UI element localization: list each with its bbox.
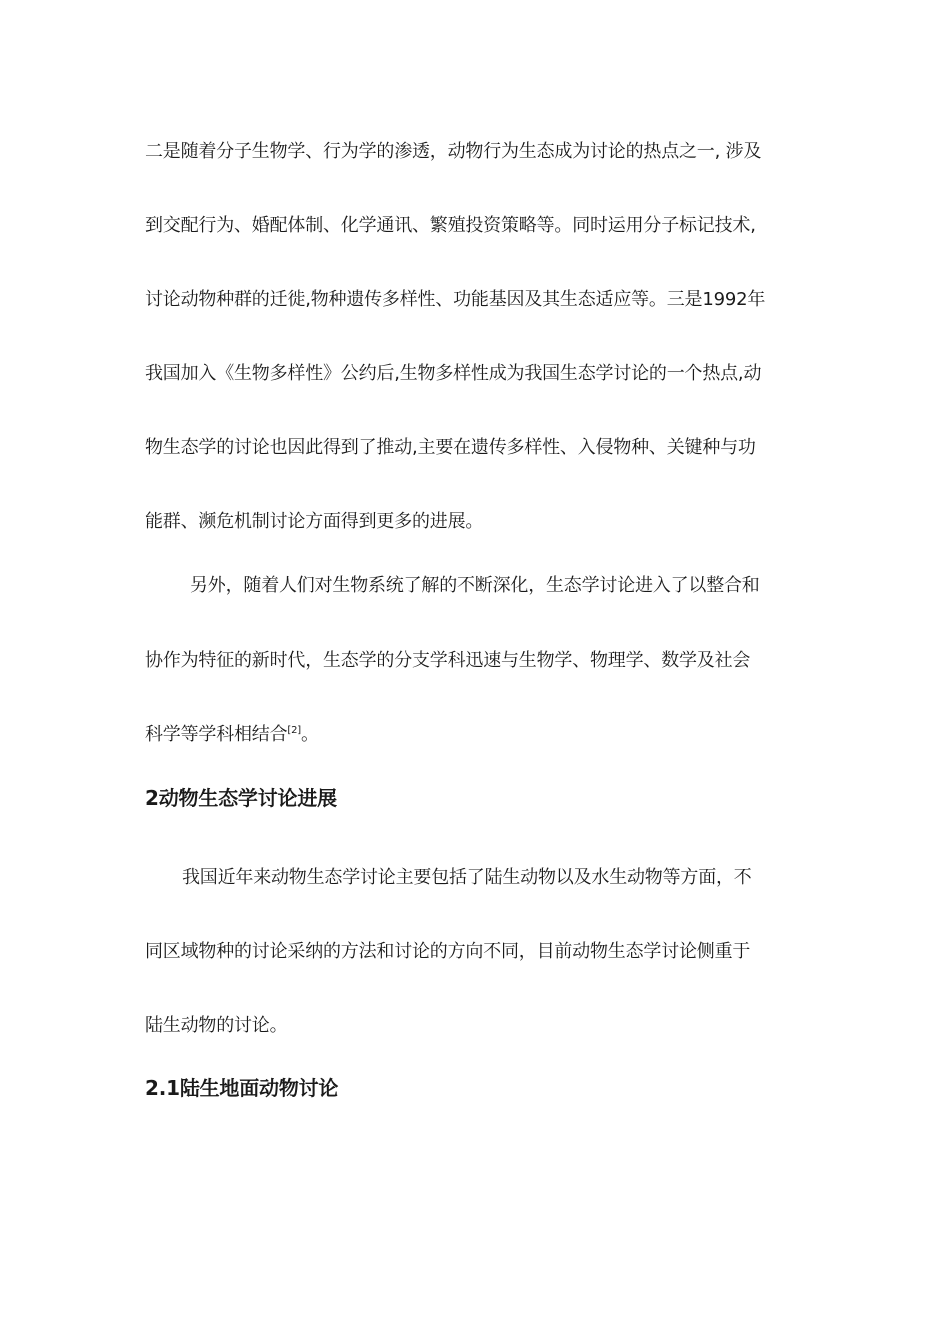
- paragraph3-line-1: 我国近年来动物生态学讨论主要包括了陆生动物以及水生动物等方面，不: [182, 867, 752, 888]
- paragraph1-line-1: 二是随着分子生物学、行为学的渗透，动物行为生态成为讨论的热点之一, 涉及: [145, 141, 762, 162]
- citation-marker: [2]: [287, 725, 301, 736]
- paragraph3-line-2: 同区域物种的讨论采纳的方法和讨论的方向不同，目前动物生态学讨论侧重于: [145, 941, 751, 962]
- paragraph1-line-2: 到交配行为、婚配体制、化学通讯、繁殖投资策略等。同时运用分子标记技术,: [145, 215, 756, 236]
- paragraph3-line-3: 陆生动物的讨论。: [145, 1015, 288, 1036]
- paragraph2-last-line-end: 。: [300, 724, 319, 745]
- section-heading-2: 2动物生态学讨论进展: [145, 786, 337, 810]
- paragraph1-line-6: 能群、濒危机制讨论方面得到更多的进展。: [145, 511, 484, 532]
- paragraph2-line-3: [145, 723, 815, 747]
- section-heading-2-1: 2.1陆生地面动物讨论: [145, 1076, 339, 1100]
- paragraph1-line-4: 我国加入《生物多样性》公约后,生物多样性成为我国生态学讨论的一个热点,动: [145, 363, 762, 384]
- paragraph2-line-1: 另外，随着人们对生物系统了解的不断深化，生态学讨论进入了以整合和: [190, 575, 760, 596]
- paragraph1-line-5: 物生态学的讨论也因此得到了推动,主要在遗传多样性、入侵物种、关键种与功: [145, 437, 756, 458]
- paragraph2-last-line-text: 科学等学科相结合: [145, 724, 288, 745]
- paragraph2-line-2: 协作为特征的新时代，生态学的分支学科迅速与生物学、物理学、数学及社会: [145, 650, 751, 671]
- paragraph1-line-3: 讨论动物种群的迁徙,物种遗传多样性、功能基因及其生态适应等。三是1992年: [145, 289, 766, 310]
